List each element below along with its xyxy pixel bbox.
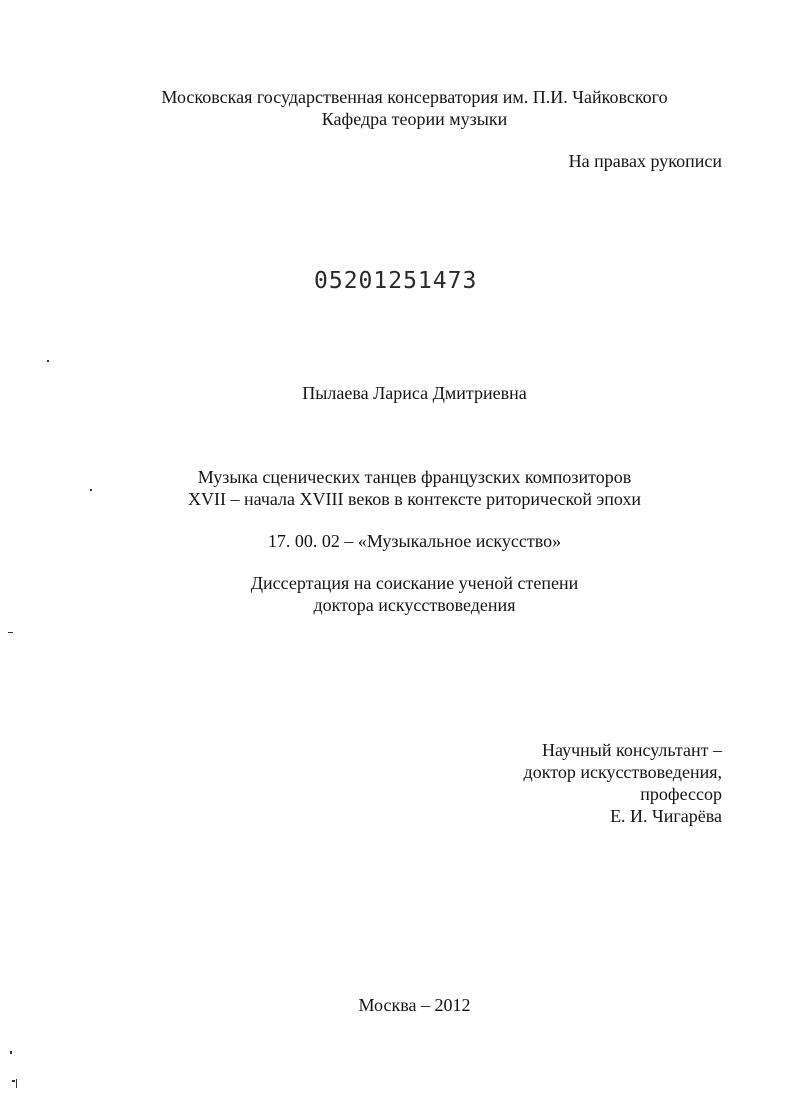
scan-speck — [47, 360, 49, 362]
city-year: Москва – 2012 — [358, 995, 471, 1015]
scan-speck — [12, 1080, 15, 1082]
advisor-role: Научный консультант – — [542, 740, 722, 760]
specialty-code: 17. 00. 02 – «Музыкальное искусство» — [267, 531, 562, 551]
scan-speck — [10, 1051, 12, 1054]
advisor-degree: доктор искусствоведения, — [523, 762, 722, 782]
advisor-title: профессор — [640, 784, 722, 804]
degree-line-1: Диссертация на соискание ученой степени — [250, 573, 579, 593]
library-stamp-number: 05201251473 — [314, 268, 478, 294]
dissertation-title-line-1: Музыка сценических танцев французских композиторов — [197, 467, 632, 487]
degree-line-2: доктора искусствоведения — [313, 595, 516, 615]
scan-speck — [8, 632, 13, 633]
department-name: Кафедра теории музыки — [321, 109, 508, 129]
advisor-name: Е. И. Чигарёва — [610, 806, 722, 826]
institution-name: Московская государственная консерватория им. П.И. Чайковского — [161, 87, 668, 107]
author-name: Пылаева Лариса Дмитриевна — [302, 383, 527, 403]
scan-speck — [16, 1079, 17, 1088]
dissertation-title-line-2: XVII – начала XVIII веков в контексте риторической эпохи — [187, 489, 642, 509]
scan-speck — [90, 489, 92, 491]
manuscript-note: На правах рукописи — [568, 151, 722, 171]
